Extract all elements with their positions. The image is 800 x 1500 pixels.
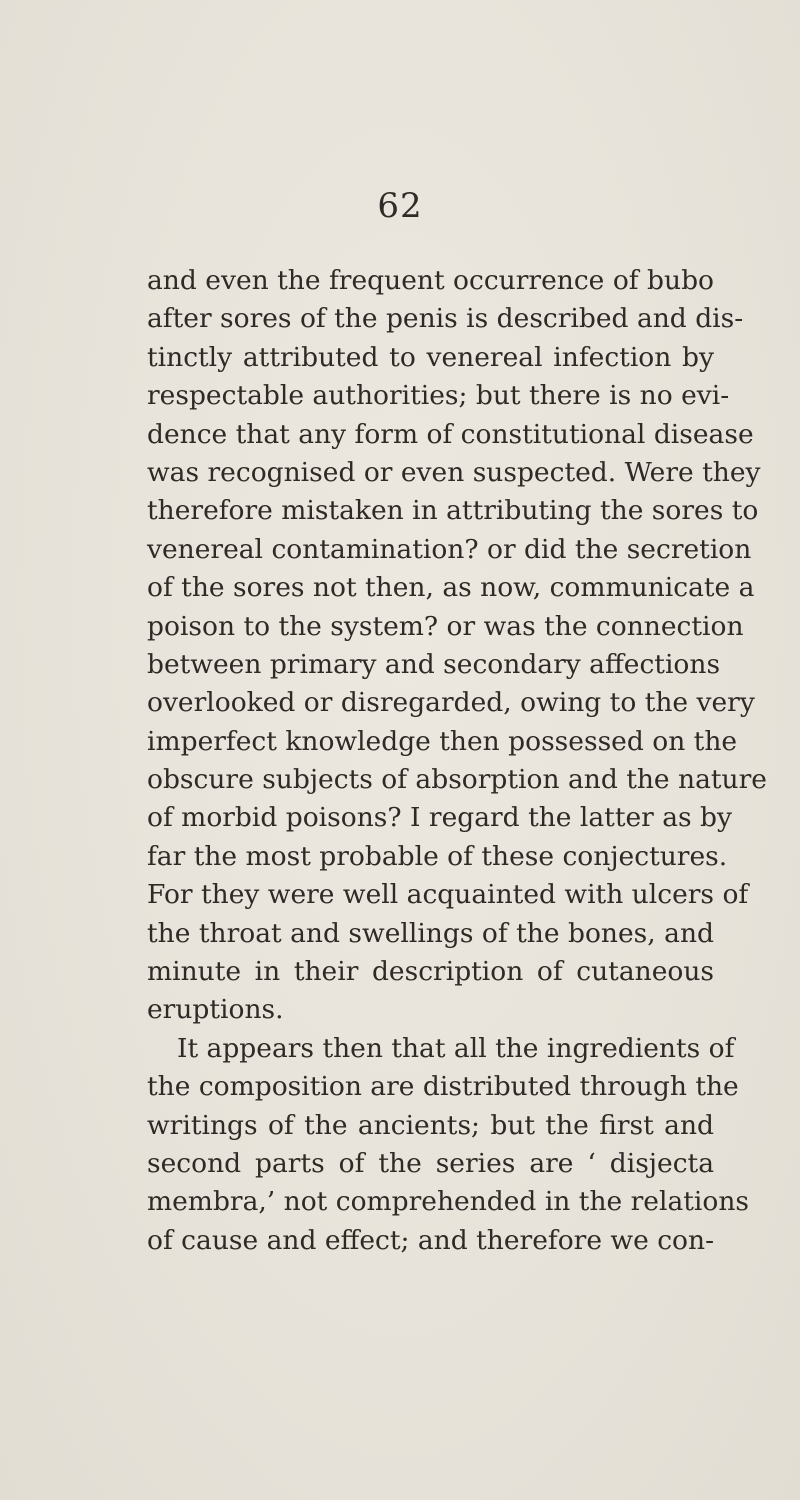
text-line: For they were well acquainted with ulcers of: [147, 879, 749, 911]
text-line: and even the frequent occurrence of bubo: [147, 265, 714, 296]
text-line: poison to the system? or was the connection: [147, 610, 744, 642]
paragraph-end-line: eruptions.: [147, 994, 284, 1026]
text-line: far the most probable of these conjectures.: [147, 840, 728, 872]
text-line: dence that any form of constitutional disease: [147, 418, 754, 450]
text-line: was recognised or even suspected. Were they: [147, 456, 761, 488]
text-line: between primary and secondary affections: [147, 648, 721, 680]
text-line: of the sores not then, as now, communicate a: [147, 572, 755, 604]
paragraph-start-line: It appears then that all the ingredients of: [177, 1032, 735, 1064]
page-number: 62: [377, 186, 423, 226]
text-line: after sores of the penis is described and dis-: [147, 303, 744, 335]
body-text: [147, 262, 767, 1260]
text-line: imperfect knowledge then possessed on the: [147, 725, 738, 757]
text-line: of morbid poisons? I regard the latter as by: [147, 802, 732, 834]
text-line: second parts of the series are ‘ disjecta: [147, 1147, 714, 1179]
text-line: therefore mistaken in attributing the sores to: [147, 495, 759, 527]
text-line: the composition are distributed through the: [147, 1071, 739, 1103]
text-line: venereal contamination? or did the secretion: [147, 533, 752, 565]
text-line: overlooked or disregarded, owing to the very: [147, 687, 755, 719]
text-line: membra,’ not comprehended in the relations: [147, 1186, 749, 1218]
text-line: writings of the ancients; but the first and: [147, 1109, 714, 1141]
text-line: tinctly attributed to venereal infection by: [147, 341, 714, 373]
text-line: obscure subjects of absorption and the nature: [147, 764, 767, 796]
text-line: of cause and effect; and therefore we con-: [147, 1224, 715, 1256]
text-line: respectable authorities; but there is no evi-: [147, 380, 730, 412]
text-line: the throat and swellings of the bones, and: [147, 917, 714, 949]
text-line: minute in their description of cutaneous: [147, 956, 714, 988]
